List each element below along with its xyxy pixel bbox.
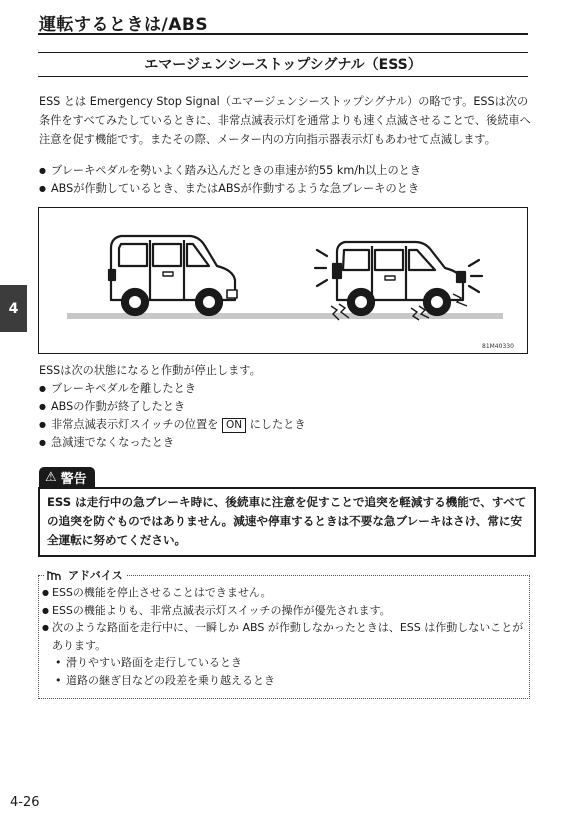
warning-box: ESS は走行中の急ブレーキ時に、後続車に注意を促すことで追突を軽減する機能で、すべての追突を防ぐものではありません。減速や停車するときは不要な急ブレーキはさけ、常に安全運転に努めてください。 <box>38 487 536 557</box>
stop-item-suffix: にしたとき <box>246 418 306 431</box>
advice-sub-item: • 道路の継ぎ目などの段差を乗り越えるとき <box>42 672 526 690</box>
advice-sub-item: • 滑りやすい路面を走行しているとき <box>42 654 526 672</box>
advice-header <box>44 567 127 583</box>
advice-item: ● 次のような路面を走行中に、一瞬しか ABS が作動しなかったときは、ESS は作動しないことがあります。 <box>42 619 526 654</box>
advice-item: ● ESSの機能を停止させることはできません。 <box>42 584 526 602</box>
subsection-title: エマージェンシーストップシグナル（ESS） <box>144 57 422 73</box>
ess-illustration <box>38 207 528 354</box>
switch-position-label: ON <box>222 418 246 433</box>
condition-item: ● ABSが作動しているとき、またはABSが作動するような急ブレーキのとき <box>39 180 421 198</box>
subsection-rule-top <box>38 52 528 53</box>
following-car-icon <box>109 236 237 315</box>
advice-hand-icon <box>46 568 66 582</box>
stop-intro: ESSは次の状態になると作動が停止します。 <box>39 364 261 377</box>
chapter-tab: 4 <box>0 285 27 332</box>
condition-list <box>39 162 421 198</box>
figure-code: 81M40330 <box>482 343 514 350</box>
advice-body <box>42 584 526 689</box>
intro-paragraph: ESS とは Emergency Stop Signal（エマージェンシーストップシグナル）の略です。ESSは次の条件をすべてみたしているときに、非常点滅表示灯を通常よりも速く点滅させることで、後続車へ注意を促す機能です。またその際、メーター内の方向指示器表示灯もあわせて点滅します。 <box>39 95 531 146</box>
stop-item <box>39 416 306 434</box>
stop-list <box>39 380 306 452</box>
advice-item: ● ESSの機能よりも、非常点滅表示灯スイッチの操作が優先されます。 <box>42 602 526 620</box>
warning-label <box>39 467 95 487</box>
stop-item-text: 非常点滅表示灯スイッチの位置を <box>51 418 219 431</box>
warning-triangle-icon: ⚠ <box>45 469 57 485</box>
condition-item: ● ブレーキペダルを勢いよく踏み込んだときの車速が約55 km/h以上のとき <box>39 162 421 180</box>
page-number: 4-26 <box>10 795 40 810</box>
stop-item: ● 急減速でなくなったとき <box>39 434 306 452</box>
section-rule <box>38 33 528 35</box>
subsection-rule-bottom <box>38 76 528 77</box>
advice-label: アドバイス <box>68 569 123 582</box>
section-title: 運転するときは/ABS <box>39 15 209 35</box>
ess-illustration-svg <box>39 208 527 353</box>
warning-label-text: 警告 <box>60 471 87 487</box>
braking-car-icon <box>333 242 465 315</box>
stop-item: ● ブレーキペダルを離したとき <box>39 380 306 398</box>
stop-item: ● ABSの作動が終了したとき <box>39 398 306 416</box>
